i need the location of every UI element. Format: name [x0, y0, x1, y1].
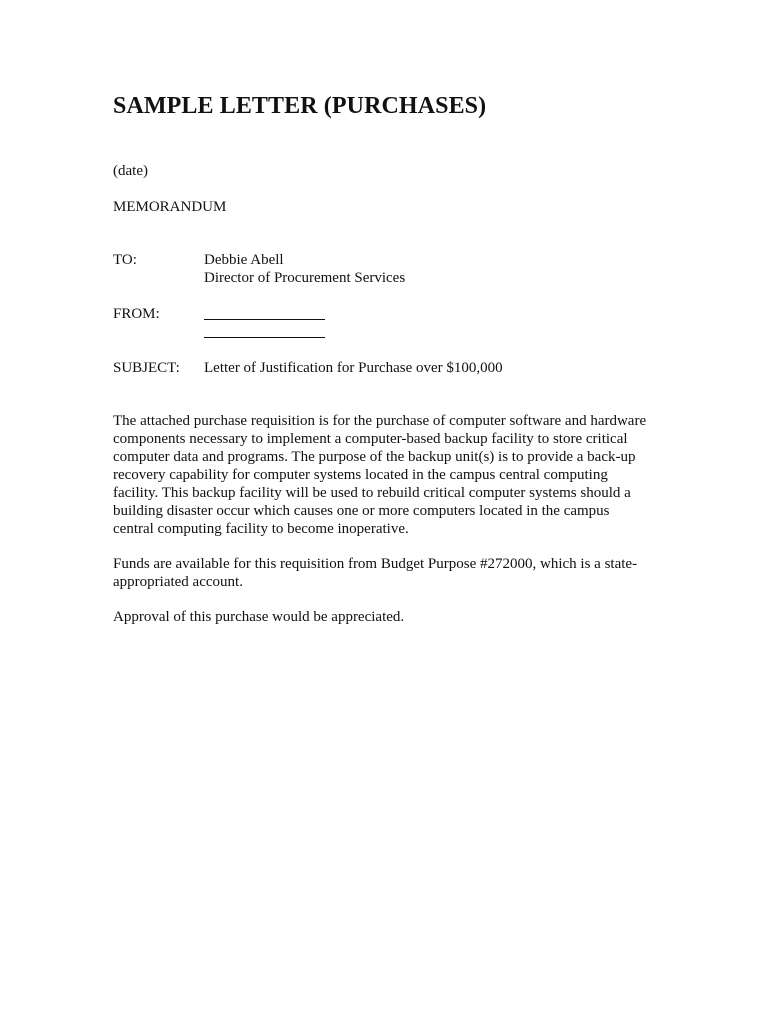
- body-paragraph-2: [113, 555, 653, 591]
- from-title-blank: [204, 337, 325, 338]
- body-paragraph-3: [113, 608, 653, 626]
- document-title: SAMPLE LETTER (PURCHASES): [113, 93, 487, 119]
- paragraph-line: central computing facility to become inoperative.: [113, 521, 409, 537]
- paragraph-line: facility. This backup facility will be used to rebuild critical computer systems should a: [113, 485, 631, 501]
- from-name-blank: [204, 319, 325, 320]
- date-placeholder: (date): [113, 163, 148, 179]
- paragraph-line: building disaster occur which causes one or more computers located in the campus: [113, 503, 610, 519]
- subject-label: SUBJECT:: [113, 360, 180, 376]
- paragraph-line: computer data and programs. The purpose of the backup unit(s) is to provide a back-up: [113, 449, 636, 465]
- paragraph-line: components necessary to implement a computer-based backup facility to store critical: [113, 431, 628, 447]
- recipient-name: Debbie Abell: [204, 252, 284, 268]
- recipient-title: Director of Procurement Services: [204, 270, 406, 286]
- paragraph-line: appropriated account.: [113, 574, 243, 590]
- paragraph-line: recovery capability for computer systems located in the campus central computing: [113, 467, 608, 483]
- memorandum-heading: MEMORANDUM: [113, 199, 227, 215]
- from-label: FROM:: [113, 306, 160, 322]
- paragraph-line: Approval of this purchase would be appreciated.: [113, 609, 405, 625]
- body-paragraph-1: [113, 412, 653, 538]
- paragraph-line: The attached purchase requisition is for the purchase of computer software and hardware: [113, 413, 647, 429]
- subject-text: Letter of Justification for Purchase over $100,000: [204, 360, 503, 376]
- to-label: TO:: [113, 252, 137, 268]
- paragraph-line: Funds are available for this requisition from Budget Purpose #272000, which is a state-: [113, 556, 638, 572]
